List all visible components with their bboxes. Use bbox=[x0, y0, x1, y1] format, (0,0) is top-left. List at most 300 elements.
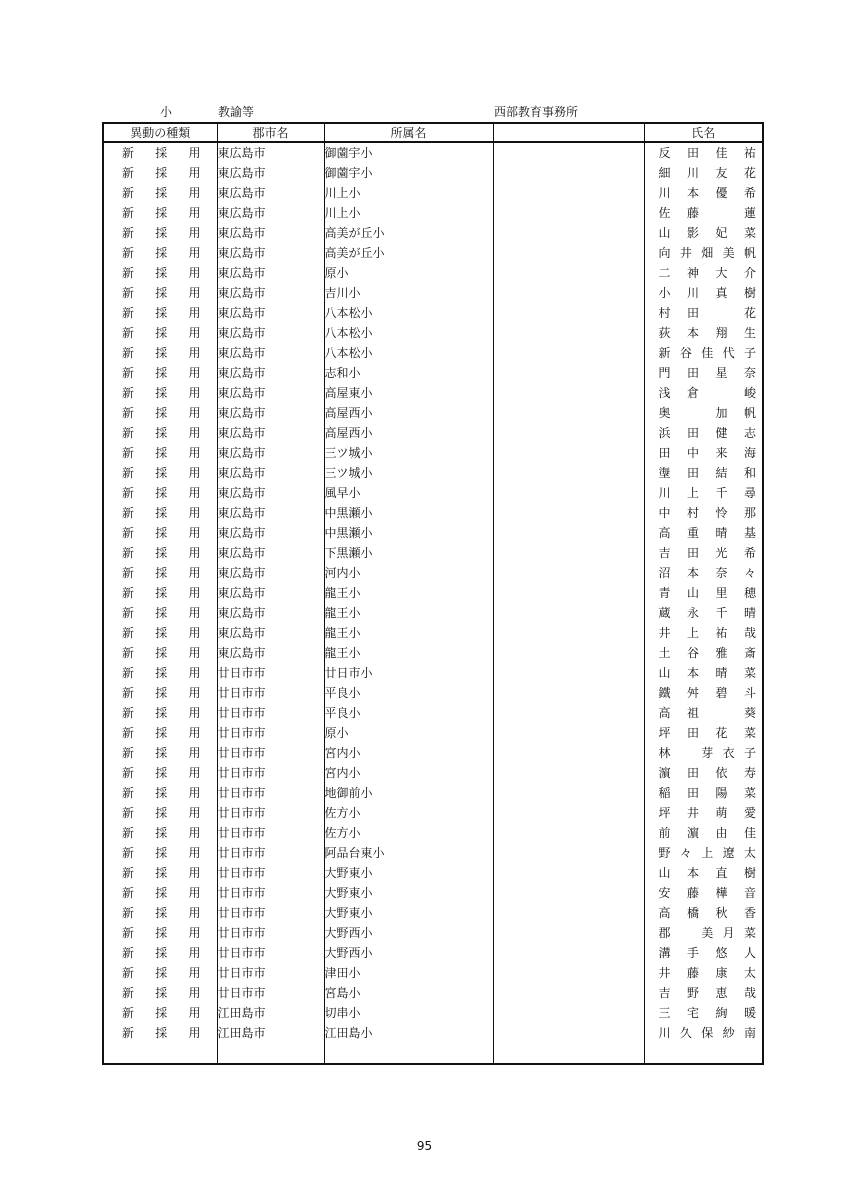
note-cell bbox=[493, 983, 644, 1003]
transfer-type-cell bbox=[103, 363, 217, 383]
name-text: 沼 本 奈 々 bbox=[658, 566, 756, 580]
note-cell bbox=[493, 723, 644, 743]
city-cell: 廿日市市 bbox=[217, 983, 324, 1003]
name-cell bbox=[644, 583, 763, 603]
table-row bbox=[103, 243, 763, 263]
school-cell: 志和小 bbox=[324, 363, 493, 383]
transfer-type-cell bbox=[103, 283, 217, 303]
name-text: 村 田 花 bbox=[658, 306, 756, 320]
table-row bbox=[103, 323, 763, 343]
name-text: 濵 田 依 寿 bbox=[658, 766, 756, 780]
table-row bbox=[103, 183, 763, 203]
table-row bbox=[103, 423, 763, 443]
note-cell bbox=[493, 563, 644, 583]
table-row bbox=[103, 983, 763, 1003]
name-text: 安 藤 樺 音 bbox=[658, 886, 756, 900]
name-cell bbox=[644, 503, 763, 523]
transfer-type-cell bbox=[103, 983, 217, 1003]
table-header-row bbox=[103, 123, 763, 142]
transfer-type-cell bbox=[103, 683, 217, 703]
table-row bbox=[103, 763, 763, 783]
school-cell: 大野西小 bbox=[324, 923, 493, 943]
name-cell bbox=[644, 603, 763, 623]
transfer-type-cell bbox=[103, 843, 217, 863]
table-row bbox=[103, 703, 763, 723]
city-cell: 東広島市 bbox=[217, 543, 324, 563]
transfer-type-text: 新 採 用 bbox=[122, 446, 201, 460]
school-cell: 八本松小 bbox=[324, 303, 493, 323]
name-text: 奥 加 帆 bbox=[658, 406, 756, 420]
table-row bbox=[103, 523, 763, 543]
name-text: 向 井 畑 美 帆 bbox=[658, 246, 756, 260]
name-text: 坪 井 萌 愛 bbox=[658, 806, 756, 820]
note-cell bbox=[493, 183, 644, 203]
school-cell: 八本松小 bbox=[324, 343, 493, 363]
city-cell: 廿日市市 bbox=[217, 903, 324, 923]
city-cell: 廿日市市 bbox=[217, 683, 324, 703]
transfer-type-text: 新 採 用 bbox=[122, 706, 201, 720]
note-cell bbox=[493, 703, 644, 723]
transfer-type-cell bbox=[103, 523, 217, 543]
transfer-type-text: 新 採 用 bbox=[122, 246, 201, 260]
school-cell: 廿日市小 bbox=[324, 663, 493, 683]
transfer-type-cell bbox=[103, 423, 217, 443]
transfer-type-cell bbox=[103, 203, 217, 223]
table-row bbox=[103, 923, 763, 943]
table-row bbox=[103, 643, 763, 663]
table-row bbox=[103, 443, 763, 463]
table-row bbox=[103, 803, 763, 823]
school-cell: 宮内小 bbox=[324, 743, 493, 763]
name-text: 三 宅 絢 暖 bbox=[658, 1006, 756, 1020]
transfer-type-cell bbox=[103, 963, 217, 983]
name-text: 坪 田 花 菜 bbox=[658, 726, 756, 740]
table-row bbox=[103, 903, 763, 923]
note-cell bbox=[493, 943, 644, 963]
city-cell: 江田島市 bbox=[217, 1003, 324, 1023]
name-cell bbox=[644, 323, 763, 343]
table-row bbox=[103, 863, 763, 883]
school-cell: 三ツ城小 bbox=[324, 443, 493, 463]
transfer-type-text: 新 採 用 bbox=[122, 426, 201, 440]
transfer-type-cell bbox=[103, 403, 217, 423]
note-cell bbox=[493, 463, 644, 483]
note-cell bbox=[493, 603, 644, 623]
city-cell: 廿日市市 bbox=[217, 883, 324, 903]
name-cell bbox=[644, 863, 763, 883]
column-header-school: 所属名 bbox=[324, 123, 493, 142]
table-row bbox=[103, 683, 763, 703]
transfer-type-cell bbox=[103, 803, 217, 823]
city-cell: 廿日市市 bbox=[217, 943, 324, 963]
table-row bbox=[103, 723, 763, 743]
name-text: 井 上 祐 哉 bbox=[658, 626, 756, 640]
empty-cell bbox=[324, 1043, 493, 1064]
school-cell: 龍王小 bbox=[324, 623, 493, 643]
transfer-type-text: 新 採 用 bbox=[122, 1026, 201, 1040]
transfer-type-cell bbox=[103, 443, 217, 463]
city-cell: 東広島市 bbox=[217, 523, 324, 543]
name-cell bbox=[644, 803, 763, 823]
transfer-type-cell bbox=[103, 663, 217, 683]
transfer-type-text: 新 採 用 bbox=[122, 506, 201, 520]
city-cell: 東広島市 bbox=[217, 623, 324, 643]
name-cell bbox=[644, 543, 763, 563]
table-row bbox=[103, 203, 763, 223]
name-cell bbox=[644, 683, 763, 703]
table-row bbox=[103, 1003, 763, 1023]
school-cell: 吉川小 bbox=[324, 283, 493, 303]
school-cell: 大野西小 bbox=[324, 943, 493, 963]
note-cell bbox=[493, 1023, 644, 1043]
city-cell: 東広島市 bbox=[217, 183, 324, 203]
note-cell bbox=[493, 923, 644, 943]
transfer-type-text: 新 採 用 bbox=[122, 586, 201, 600]
name-text: 川 本 優 希 bbox=[658, 186, 756, 200]
empty-cell bbox=[493, 1043, 644, 1064]
name-cell bbox=[644, 183, 763, 203]
table-row bbox=[103, 563, 763, 583]
school-cell: 御薗宇小 bbox=[324, 163, 493, 183]
school-cell: 河内小 bbox=[324, 563, 493, 583]
city-cell: 東広島市 bbox=[217, 503, 324, 523]
city-cell: 廿日市市 bbox=[217, 843, 324, 863]
transfer-type-cell bbox=[103, 503, 217, 523]
note-cell bbox=[493, 663, 644, 683]
note-cell bbox=[493, 823, 644, 843]
name-cell bbox=[644, 403, 763, 423]
city-cell: 廿日市市 bbox=[217, 823, 324, 843]
transfer-type-text: 新 採 用 bbox=[122, 546, 201, 560]
table-row bbox=[103, 223, 763, 243]
city-cell: 廿日市市 bbox=[217, 783, 324, 803]
transfer-type-cell bbox=[103, 923, 217, 943]
school-cell: 高美が丘小 bbox=[324, 223, 493, 243]
name-cell bbox=[644, 643, 763, 663]
name-cell bbox=[644, 923, 763, 943]
name-text: 稲 田 陽 菜 bbox=[658, 786, 756, 800]
note-cell bbox=[493, 443, 644, 463]
name-cell bbox=[644, 743, 763, 763]
name-cell bbox=[644, 563, 763, 583]
transfer-type-text: 新 採 用 bbox=[122, 606, 201, 620]
transfer-type-text: 新 採 用 bbox=[122, 786, 201, 800]
name-cell bbox=[644, 983, 763, 1003]
note-cell bbox=[493, 403, 644, 423]
city-cell: 廿日市市 bbox=[217, 743, 324, 763]
name-text: 蔵 永 千 晴 bbox=[658, 606, 756, 620]
school-cell: 宮内小 bbox=[324, 763, 493, 783]
transfer-type-cell bbox=[103, 383, 217, 403]
table-row bbox=[103, 403, 763, 423]
name-cell bbox=[644, 283, 763, 303]
transfer-type-cell bbox=[103, 563, 217, 583]
note-cell bbox=[493, 363, 644, 383]
city-cell: 東広島市 bbox=[217, 203, 324, 223]
name-cell bbox=[644, 383, 763, 403]
name-text: 高 橋 秋 香 bbox=[658, 906, 756, 920]
city-cell: 東広島市 bbox=[217, 383, 324, 403]
note-cell bbox=[493, 963, 644, 983]
city-cell: 東広島市 bbox=[217, 343, 324, 363]
transfer-type-text: 新 採 用 bbox=[122, 346, 201, 360]
table-row bbox=[103, 943, 763, 963]
name-cell bbox=[644, 483, 763, 503]
school-cell: 切串小 bbox=[324, 1003, 493, 1023]
city-cell: 東広島市 bbox=[217, 263, 324, 283]
transfer-type-text: 新 採 用 bbox=[122, 226, 201, 240]
transfer-type-text: 新 採 用 bbox=[122, 826, 201, 840]
transfer-type-text: 新 採 用 bbox=[122, 906, 201, 920]
note-cell bbox=[493, 163, 644, 183]
school-cell: 龍王小 bbox=[324, 643, 493, 663]
transfer-type-text: 新 採 用 bbox=[122, 986, 201, 1000]
name-cell bbox=[644, 723, 763, 743]
school-cell: 大野東小 bbox=[324, 903, 493, 923]
transfer-type-cell bbox=[103, 543, 217, 563]
school-cell: 平良小 bbox=[324, 683, 493, 703]
city-cell: 東広島市 bbox=[217, 243, 324, 263]
transfer-type-cell bbox=[103, 623, 217, 643]
transfer-type-text: 新 採 用 bbox=[122, 326, 201, 340]
note-cell bbox=[493, 903, 644, 923]
school-cell: 高美が丘小 bbox=[324, 243, 493, 263]
school-cell: 下黒瀬小 bbox=[324, 543, 493, 563]
note-cell bbox=[493, 783, 644, 803]
table-row bbox=[103, 283, 763, 303]
name-cell bbox=[644, 943, 763, 963]
school-cell: 佐方小 bbox=[324, 823, 493, 843]
city-cell: 廿日市市 bbox=[217, 763, 324, 783]
note-cell bbox=[493, 743, 644, 763]
note-cell bbox=[493, 583, 644, 603]
city-cell: 東広島市 bbox=[217, 483, 324, 503]
school-cell: 中黒瀬小 bbox=[324, 503, 493, 523]
name-text: 中 村 怜 那 bbox=[658, 506, 756, 520]
transfer-type-cell bbox=[103, 863, 217, 883]
note-cell bbox=[493, 203, 644, 223]
transfer-type-cell bbox=[103, 643, 217, 663]
table-row bbox=[103, 623, 763, 643]
transfer-type-text: 新 採 用 bbox=[122, 646, 201, 660]
table-row bbox=[103, 1023, 763, 1043]
city-cell: 東広島市 bbox=[217, 323, 324, 343]
transfer-type-cell bbox=[103, 1003, 217, 1023]
table-row bbox=[103, 583, 763, 603]
city-cell: 東広島市 bbox=[217, 643, 324, 663]
table-row bbox=[103, 663, 763, 683]
name-text: 浅 倉 峻 bbox=[658, 386, 756, 400]
table-row bbox=[103, 263, 763, 283]
note-cell bbox=[493, 643, 644, 663]
transfer-type-cell bbox=[103, 463, 217, 483]
name-cell bbox=[644, 443, 763, 463]
transfer-type-cell bbox=[103, 883, 217, 903]
name-cell bbox=[644, 703, 763, 723]
transfer-type-text: 新 採 用 bbox=[122, 926, 201, 940]
city-cell: 東広島市 bbox=[217, 363, 324, 383]
city-cell: 東広島市 bbox=[217, 583, 324, 603]
name-text: 林 芽 衣 子 bbox=[658, 746, 756, 760]
name-text: 小 川 真 樹 bbox=[658, 286, 756, 300]
name-cell bbox=[644, 303, 763, 323]
note-cell bbox=[493, 243, 644, 263]
city-cell: 廿日市市 bbox=[217, 863, 324, 883]
name-cell bbox=[644, 223, 763, 243]
name-cell bbox=[644, 883, 763, 903]
city-cell: 東広島市 bbox=[217, 463, 324, 483]
name-cell bbox=[644, 963, 763, 983]
name-cell bbox=[644, 663, 763, 683]
table-row bbox=[103, 303, 763, 323]
name-text: 郡 美 月 菜 bbox=[658, 926, 756, 940]
table-row bbox=[103, 843, 763, 863]
transfer-type-cell bbox=[103, 603, 217, 623]
school-cell: 龍王小 bbox=[324, 583, 493, 603]
city-cell: 廿日市市 bbox=[217, 923, 324, 943]
transfer-type-text: 新 採 用 bbox=[122, 626, 201, 640]
school-cell: 宮島小 bbox=[324, 983, 493, 1003]
transfer-type-text: 新 採 用 bbox=[122, 846, 201, 860]
school-cell: 大野東小 bbox=[324, 883, 493, 903]
name-cell bbox=[644, 142, 763, 163]
transfer-type-text: 新 採 用 bbox=[122, 566, 201, 580]
note-cell bbox=[493, 283, 644, 303]
transfer-type-text: 新 採 用 bbox=[122, 486, 201, 500]
city-cell: 東広島市 bbox=[217, 223, 324, 243]
note-cell bbox=[493, 223, 644, 243]
name-text: 細 川 友 花 bbox=[658, 166, 756, 180]
school-cell: 原小 bbox=[324, 263, 493, 283]
school-cell: 川上小 bbox=[324, 183, 493, 203]
table-row bbox=[103, 363, 763, 383]
note-cell bbox=[493, 623, 644, 643]
school-cell: 三ツ城小 bbox=[324, 463, 493, 483]
name-text: 反 田 佳 祐 bbox=[658, 146, 756, 160]
transfer-type-text: 新 採 用 bbox=[122, 406, 201, 420]
transfer-type-cell bbox=[103, 183, 217, 203]
note-cell bbox=[493, 683, 644, 703]
transfer-type-text: 新 採 用 bbox=[122, 366, 201, 380]
name-text: 鐵 舛 碧 斗 bbox=[658, 686, 756, 700]
transfer-type-cell bbox=[103, 142, 217, 163]
note-cell bbox=[493, 763, 644, 783]
office-label: 西部教育事務所 bbox=[494, 105, 579, 119]
name-cell bbox=[644, 423, 763, 443]
empty-cell bbox=[217, 1043, 324, 1064]
name-text: 高 祖 葵 bbox=[658, 706, 756, 720]
transfer-type-text: 新 採 用 bbox=[122, 166, 201, 180]
city-cell: 東広島市 bbox=[217, 303, 324, 323]
name-text: 吉 田 光 希 bbox=[658, 546, 756, 560]
transfer-type-cell bbox=[103, 243, 217, 263]
school-cell: 高屋西小 bbox=[324, 403, 493, 423]
note-cell bbox=[493, 383, 644, 403]
table-row bbox=[103, 163, 763, 183]
transfer-type-cell bbox=[103, 1023, 217, 1043]
transfer-type-cell bbox=[103, 903, 217, 923]
note-cell bbox=[493, 883, 644, 903]
name-text: 山 影 妃 菜 bbox=[658, 226, 756, 240]
table-row bbox=[103, 503, 763, 523]
city-cell: 東広島市 bbox=[217, 142, 324, 163]
name-cell bbox=[644, 783, 763, 803]
transfer-type-text: 新 採 用 bbox=[122, 306, 201, 320]
transfer-type-cell bbox=[103, 703, 217, 723]
note-cell bbox=[493, 863, 644, 883]
name-text: 井 藤 康 太 bbox=[658, 966, 756, 980]
name-text: 二 神 大 介 bbox=[658, 266, 756, 280]
name-cell bbox=[644, 163, 763, 183]
transfer-type-text: 新 採 用 bbox=[122, 526, 201, 540]
transfer-type-text: 新 採 用 bbox=[122, 1006, 201, 1020]
transfer-type-text: 新 採 用 bbox=[122, 686, 201, 700]
name-text: 新 谷 佳 代 子 bbox=[658, 346, 756, 360]
name-cell bbox=[644, 203, 763, 223]
transfer-type-text: 新 採 用 bbox=[122, 386, 201, 400]
table-end-row bbox=[103, 1043, 763, 1064]
transfer-type-cell bbox=[103, 763, 217, 783]
name-cell bbox=[644, 623, 763, 643]
name-cell bbox=[644, 1003, 763, 1023]
transfer-type-text: 新 採 用 bbox=[122, 746, 201, 760]
city-cell: 廿日市市 bbox=[217, 703, 324, 723]
transfer-type-cell bbox=[103, 263, 217, 283]
school-cell: 地御前小 bbox=[324, 783, 493, 803]
name-text: 前 濵 由 佳 bbox=[658, 826, 756, 840]
name-cell bbox=[644, 263, 763, 283]
transfer-type-text: 新 採 用 bbox=[122, 966, 201, 980]
name-cell bbox=[644, 903, 763, 923]
school-cell: 高屋西小 bbox=[324, 423, 493, 443]
city-cell: 江田島市 bbox=[217, 1023, 324, 1043]
transfer-type-text: 新 採 用 bbox=[122, 726, 201, 740]
name-cell bbox=[644, 823, 763, 843]
name-text: 塰 田 結 和 bbox=[658, 466, 756, 480]
table-row bbox=[103, 343, 763, 363]
city-cell: 東広島市 bbox=[217, 283, 324, 303]
table-row bbox=[103, 142, 763, 163]
name-cell bbox=[644, 523, 763, 543]
empty-cell bbox=[644, 1043, 763, 1064]
school-cell: 八本松小 bbox=[324, 323, 493, 343]
column-header-city: 郡市名 bbox=[217, 123, 324, 142]
name-text: 田 中 来 海 bbox=[658, 446, 756, 460]
school-cell: 中黒瀬小 bbox=[324, 523, 493, 543]
transfer-type-cell bbox=[103, 163, 217, 183]
name-cell bbox=[644, 1023, 763, 1043]
transfer-type-text: 新 採 用 bbox=[122, 946, 201, 960]
table-row bbox=[103, 883, 763, 903]
name-text: 門 田 星 奈 bbox=[658, 366, 756, 380]
note-cell bbox=[493, 323, 644, 343]
table-row bbox=[103, 963, 763, 983]
school-cell: 大野東小 bbox=[324, 863, 493, 883]
name-text: 川 上 千 尋 bbox=[658, 486, 756, 500]
note-cell bbox=[493, 1003, 644, 1023]
table-row bbox=[103, 783, 763, 803]
school-cell: 龍王小 bbox=[324, 603, 493, 623]
name-cell bbox=[644, 243, 763, 263]
note-cell bbox=[493, 543, 644, 563]
transfer-type-cell bbox=[103, 943, 217, 963]
transfer-type-text: 新 採 用 bbox=[122, 666, 201, 680]
name-text: 青 山 里 穂 bbox=[658, 586, 756, 600]
city-cell: 東広島市 bbox=[217, 443, 324, 463]
table-body bbox=[103, 142, 763, 1064]
transfer-type-text: 新 採 用 bbox=[122, 466, 201, 480]
transfer-type-text: 新 採 用 bbox=[122, 886, 201, 900]
